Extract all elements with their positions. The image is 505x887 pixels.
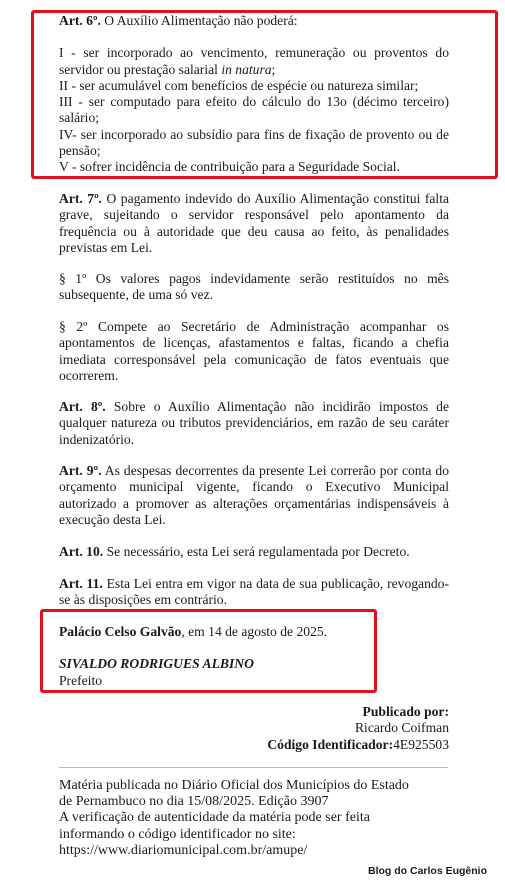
article-7 bbox=[59, 191, 449, 256]
signature-date: , em 14 de agosto de 2025. bbox=[181, 624, 328, 639]
publication-code-label: Código Identificador: bbox=[267, 736, 394, 752]
publication-info bbox=[200, 704, 449, 753]
publication-code-line bbox=[200, 737, 449, 753]
article-6-item-2: II - ser acumulável com benefícios de espécie ou natureza similar; bbox=[59, 77, 419, 93]
publication-label: Publicado por: bbox=[362, 704, 449, 719]
article-8 bbox=[59, 399, 449, 448]
publication-publisher: Ricardo Coifman bbox=[354, 720, 449, 736]
article-9 bbox=[59, 463, 449, 528]
article-7-paragraph-2: § 2º Compete ao Secretário de Administração acompanhar os apontamentos de licenças, afastamentos e faltas, ficando a chefia imediata corresponsável pela comunicação de fatos eventuais que ocorrerem. bbox=[59, 319, 449, 383]
article-7-text: O pagamento indevido do Auxílio Alimentação constitui falta grave, sujeitando o servidor responsável pelo apontamento da frequência ou à autoridade que deu causa ao feito, às penalidades previstas em Lei. bbox=[59, 191, 450, 255]
article-10-text: Se necessário, esta Lei será regulamentada por Decreto. bbox=[103, 544, 410, 559]
article-11 bbox=[59, 576, 449, 609]
signature-block bbox=[59, 624, 369, 689]
article-6-item-5: V - sofrer incidência de contribuição para a Seguridade Social. bbox=[59, 159, 400, 175]
article-7-paragraph-1: § 1º Os valores pagos indevidamente serão restituídos no mês subsequente, de uma só vez. bbox=[59, 271, 449, 303]
article-7-label: Art. 7º. bbox=[59, 191, 102, 206]
article-6-item-1-end: ; bbox=[271, 61, 276, 77]
article-10 bbox=[59, 544, 449, 560]
publication-code: 4E925503 bbox=[393, 736, 449, 752]
article-6-item-1-text: I - ser incorporado ao vencimento, remuneração ou proventos do servidor ou prestação salarial bbox=[59, 45, 449, 77]
signature-role: Prefeito bbox=[59, 672, 103, 688]
article-10-label: Art. 10. bbox=[59, 544, 104, 559]
article-9-text: As despesas decorrentes da presente Lei correrão por conta do orçamento municipal vigente, ficando o Executivo Municipal autorizado a promover as alterações orçamentárias indispensáveis à execução desta Lei. bbox=[59, 463, 450, 527]
signature-palace: Palácio Celso Galvão bbox=[59, 624, 182, 639]
footer-line-4: informando o código identificador no site: bbox=[59, 826, 296, 842]
article-8-text: Sobre o Auxílio Alimentação não incidirão impostos de qualquer natureza ou tributos previdenciários, em razão de seu caráter indenizatório. bbox=[59, 399, 450, 447]
article-6-item-1-italic: in natura bbox=[221, 61, 272, 77]
article-6-item-4: IV- ser incorporado ao subsídio para fins de fixação de provento ou de pensão; bbox=[59, 126, 449, 159]
article-8-label: Art. 8º. bbox=[59, 399, 106, 414]
article-6-label: Art. 6º. bbox=[59, 13, 101, 28]
article-6-heading bbox=[59, 13, 449, 29]
article-6-item-3: III - ser computado para efeito do cálculo do 13o (décimo terceiro) salário; bbox=[59, 94, 449, 126]
footer bbox=[59, 778, 479, 859]
article-6-item-1 bbox=[59, 45, 449, 78]
article-9-label: Art. 9º. bbox=[59, 463, 102, 478]
signature-name: SIVALDO RODRIGUES ALBINO bbox=[59, 656, 254, 672]
watermark: Blog do Carlos Eugênio bbox=[368, 865, 488, 877]
article-6-intro: O Auxílio Alimentação não poderá: bbox=[100, 13, 298, 28]
article-11-label: Art. 11. bbox=[59, 576, 103, 591]
footer-line-2: de Pernambuco no dia 15/08/2025. Edição 3907 bbox=[59, 794, 329, 810]
article-6 bbox=[59, 13, 449, 176]
article-11-text: Esta Lei entra em vigor na data de sua publicação, revogando-se às disposições em contrário. bbox=[59, 576, 450, 608]
footer-line-3: A verificação de autenticidade da matéria pode ser feita bbox=[59, 810, 370, 826]
footer-divider bbox=[59, 767, 448, 768]
signature-place-date bbox=[59, 624, 369, 640]
footer-line-1: Matéria publicada no Diário Oficial dos Municípios do Estado bbox=[59, 778, 409, 793]
footer-link[interactable]: https://www.diariomunicipal.com.br/amupe/ bbox=[59, 842, 308, 858]
